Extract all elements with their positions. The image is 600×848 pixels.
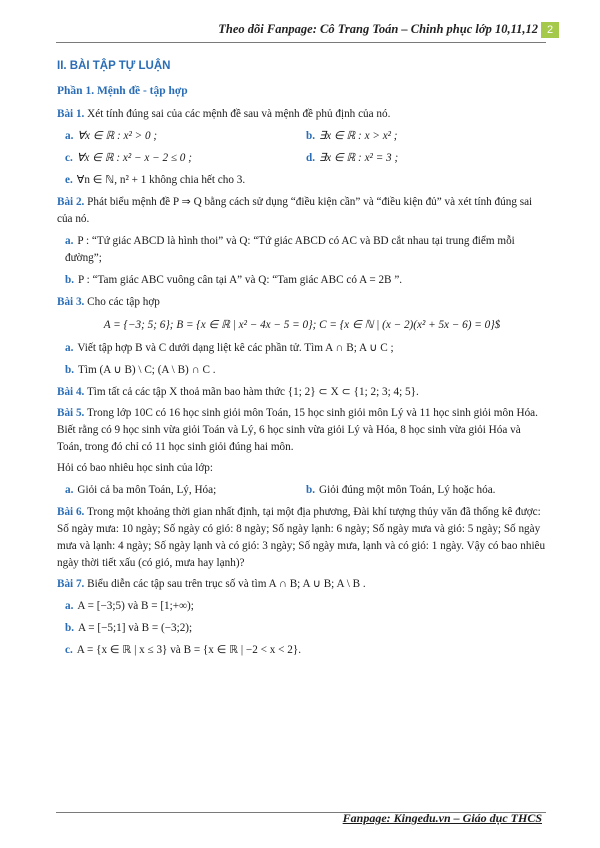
item-text: ∀n ∈ ℕ, n² + 1 không chia hết cho 3. — [76, 174, 246, 186]
item-text: P : “Tứ giác ABCD là hình thoi” và Q: “Tứ giác ABCD có AC và BD cắt nhau tại trung điểm mỗi đường”; — [65, 235, 515, 264]
exercise-4 — [57, 384, 547, 401]
item-label: b. — [65, 364, 75, 376]
item-label: b. — [65, 622, 75, 634]
item-label: b. — [65, 274, 75, 286]
exercise-label: Bài 4. — [57, 386, 85, 398]
item-text: Tìm (A ∪ B) \ C; (A \ B) ∩ C . — [78, 364, 216, 376]
exercise-2 — [57, 194, 547, 289]
item-text: P : “Tam giác ABC vuông cân tại A” và Q: “Tam giác ABC có A = 2B ”. — [78, 274, 403, 286]
exercise-text: Tìm tất cả các tập X thoả mãn bao hàm thức {1; 2} ⊂ X ⊂ {1; 2; 3; 4; 5}. — [86, 386, 419, 398]
item-label: a. — [65, 342, 74, 354]
header-rule — [56, 42, 546, 43]
item-label: b. — [306, 130, 316, 142]
item-label: a. — [65, 600, 74, 612]
item-text: ∃x ∈ ℝ : x > x² ; — [319, 130, 398, 142]
item-text: Viết tập hợp B và C dưới dạng liệt kê các phần tử. Tìm A ∩ B; A ∪ C ; — [77, 342, 394, 354]
item-text: ∀x ∈ ℝ : x² − x − 2 ≤ 0 ; — [76, 152, 192, 164]
exercise-label: Bài 3. — [57, 296, 85, 308]
item-label: c. — [65, 152, 73, 164]
item-text: ∃x ∈ ℝ : x² = 3 ; — [319, 152, 399, 164]
header-title: Theo dõi Fanpage: Cô Trang Toán – Chinh phục lớp 10,11,12 — [218, 22, 538, 36]
item-label: e. — [65, 174, 73, 186]
page-number: 2 — [541, 22, 559, 38]
item-text: Giỏi cả ba môn Toán, Lý, Hóa; — [77, 484, 217, 496]
item-text: A = {x ∈ ℝ | x ≤ 3} và B = {x ∈ ℝ | −2 < x < 2}. — [76, 644, 301, 656]
page-header — [0, 22, 600, 42]
item-label: a. — [65, 484, 74, 496]
exercise-label: Bài 7. — [57, 578, 85, 590]
exercise-text: Xét tính đúng sai của các mệnh đề sau và mệnh đề phủ định của nó. — [87, 108, 391, 120]
part-title: Phần 1. Mệnh đề - tập hợp — [57, 85, 188, 97]
exercise-6 — [57, 504, 547, 572]
exercise-text: Trong lớp 10C có 16 học sinh giỏi môn Toán, 15 học sinh giỏi môn Lý và 11 học sinh giỏi môn Hóa. Biết rằng có 9 học sinh vừa giỏi Toán và Lý, 6 học sinh vừa giỏi Lý và Hóa, 8 học sinh vừa giỏi Hóa và Toán, trong đó chỉ có 11 học sinh giỏi đúng hai môn. — [57, 407, 538, 453]
section-title: II. BÀI TẬP TỰ LUẬN — [57, 60, 171, 72]
item-label: a. — [65, 130, 74, 142]
set-definitions-formula: A = {−3; 5; 6}; B = {x ∈ ℝ | x² − 4x − 5 = 0}; C = {x ∈ ℕ | (x − 2)(x² + 5x − 6) = 0}$ — [103, 319, 501, 331]
exercise-text: Biểu diễn các tập sau trên trục số và tìm A ∩ B; A ∪ B; A \ B . — [87, 578, 366, 590]
exercise-label: Bài 5. — [57, 407, 85, 419]
document-body — [57, 58, 547, 664]
footer-text: Fanpage: Kingedu.vn – Giáo dục THCS — [342, 811, 542, 825]
exercise-label: Bài 6. — [57, 506, 85, 518]
exercise-text: Trong một khoảng thời gian nhất định, tại một địa phương, Đài khí tượng thủy văn đã thống kê được: Số ngày mưa: 10 ngày; Số ngày có gió: 8 ngày; Số ngày lạnh: 6 ngày; Số ngày mưa và gió: 5 ngày; Số ngày mưa và lạnh: 4 ngày; Số ngày lạnh và có gió: 3 ngày; Số ngày mưa, lạnh và có gió: 1 ngày. Vậy có bao nhiêu ngày thời tiết xấu (có gió, mưa hay lạnh)? — [57, 506, 546, 569]
item-text: A = [−3;5) và B = [1;+∞); — [77, 600, 194, 612]
exercise-1 — [57, 106, 547, 189]
item-label: b. — [306, 484, 316, 496]
exercise-question: Hỏi có bao nhiêu học sinh của lớp: — [57, 462, 213, 474]
exercise-7 — [57, 576, 547, 659]
exercise-5 — [57, 405, 547, 499]
exercise-label: Bài 2. — [57, 196, 85, 208]
exercise-label: Bài 1. — [57, 108, 85, 120]
item-label: d. — [306, 152, 316, 164]
exercise-text: Cho các tập hợp — [87, 296, 160, 308]
exercise-text: Phát biểu mệnh đề P ⇒ Q bằng cách sử dụng “điều kiện cần” và “điều kiện đủ” và xét tính đúng sai của nó. — [57, 196, 533, 225]
item-label: a. — [65, 235, 74, 247]
item-text: A = [−5;1] và B = (−3;2); — [78, 622, 193, 634]
item-text: Giỏi đúng một môn Toán, Lý hoặc hóa. — [319, 484, 496, 496]
exercise-3 — [57, 294, 547, 379]
item-text: ∀x ∈ ℝ : x² > 0 ; — [77, 130, 158, 142]
item-label: c. — [65, 644, 73, 656]
